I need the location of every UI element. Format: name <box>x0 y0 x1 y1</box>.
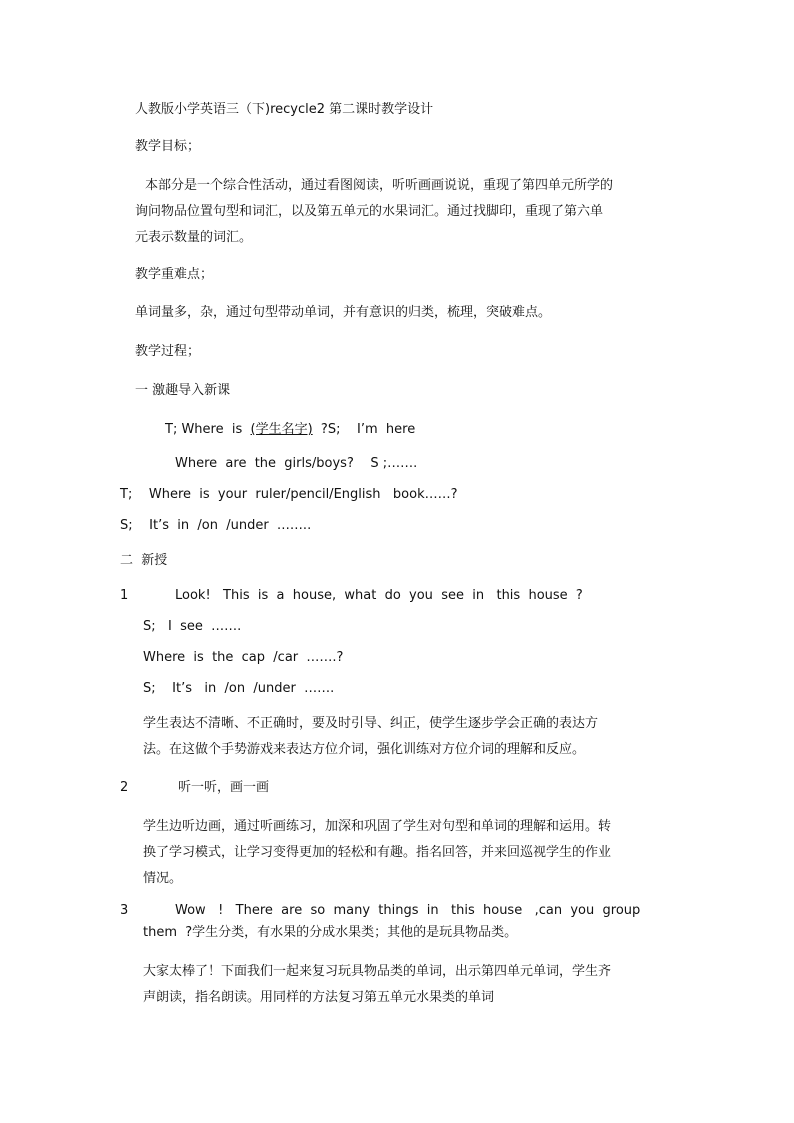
final-paragraph-line: 大家太棒了！下面我们一起来复习玩具物品类的单词，出示第四单元单词，学生齐 <box>143 964 612 979</box>
step-1-line: S; It’s in /on /under ……. <box>143 681 335 696</box>
process-heading: 教学过程； <box>135 344 201 359</box>
step-1-line: S; I see ……. <box>143 619 242 634</box>
step-1-paragraph-line: 法。在这做个手势游戏来表达方位介词，强化训练对方位介词的理解和反应。 <box>143 742 586 757</box>
dialog-line-2: Where are the girls/boys? S ;……. <box>175 456 418 471</box>
step-2-paragraph-line: 换了学习模式，让学习变得更加的轻松和有趣。指名回答，并来回巡视学生的作业 <box>143 845 612 860</box>
step-3-text: Wow ! There are so many things in this house ,can you group <box>175 903 641 918</box>
step-2-paragraph-line: 情况。 <box>143 871 183 886</box>
step-2-text: 听一听，画一画 <box>178 780 270 795</box>
document-title: 人教版小学英语三（下)recycle2 第二课时教学设计 <box>135 102 434 117</box>
step-1-line: Where is the cap /car …….? <box>143 650 344 665</box>
step-1-text: Look! This is a house, what do you see in this house ? <box>175 588 583 603</box>
step-3-number: 3 <box>120 903 129 918</box>
step-2-paragraph-line: 学生边听边画，通过听画练习，加深和巩固了学生对句型和单词的理解和运用。转 <box>143 819 612 834</box>
key-points-heading: 教学重难点； <box>135 267 214 282</box>
dialog-line-3: T; Where is your ruler/pencil/English book……? <box>120 487 458 502</box>
key-points-text: 单词量多，杂，通过句型带动单词，并有意识的归类，梳理，突破难点。 <box>135 305 552 320</box>
goal-paragraph-line: 本部分是一个综合性活动，通过看图阅读，听听画画说说，重现了第四单元所学的 <box>145 178 614 193</box>
step-2-number: 2 <box>120 780 129 795</box>
step-1-number: 1 <box>120 588 129 603</box>
dialog-line-1: T; Where is (学生名字) ?S; I’m here <box>165 422 416 437</box>
goal-paragraph-line: 元表示数量的词汇。 <box>135 230 253 245</box>
section-2-heading: 二 新授 <box>120 553 168 568</box>
section-1-heading: 一 激趣导入新课 <box>135 383 231 398</box>
goal-heading: 教学目标； <box>135 139 201 154</box>
goal-paragraph-line: 询问物品位置句型和词汇，以及第五单元的水果词汇。通过找脚印，重现了第六单 <box>135 204 604 219</box>
step-3-text-continued: them ?学生分类，有水果的分成水果类；其他的是玩具物品类。 <box>143 925 518 940</box>
final-paragraph-line: 声朗读，指名朗读。用同样的方法复习第五单元水果类的单词 <box>143 990 495 1005</box>
student-name-placeholder: (学生名字) <box>250 422 313 437</box>
dialog-line-4: S; It’s in /on /under …….. <box>120 518 312 533</box>
step-1-paragraph-line: 学生表达不清晰、不正确时，要及时引导、纠正，使学生逐步学会正确的表达方 <box>143 716 599 731</box>
